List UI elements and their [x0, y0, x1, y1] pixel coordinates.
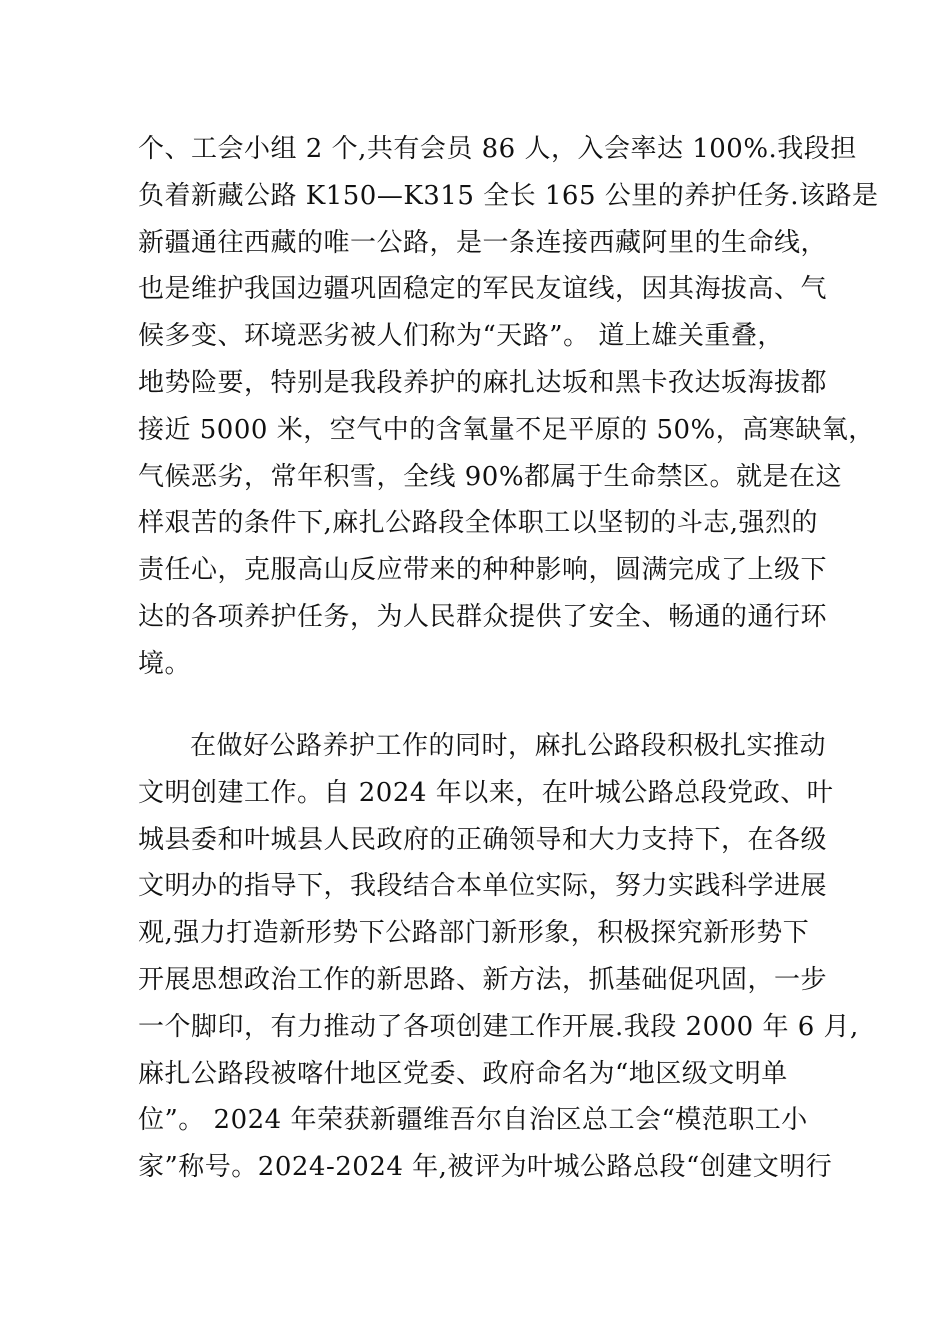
text-line: 地势险要，特别是我段养护的麻扎达坂和黑卡孜达坂海拔都 [138, 367, 828, 398]
text-line: 新疆通往西藏的唯一公路，是一条连接西藏阿里的生命线， [138, 227, 828, 258]
text-line: 样艰苦的条件下,麻扎公路段全体职工以坚韧的斗志,强烈的 [138, 508, 819, 539]
paragraph-1 [138, 126, 879, 688]
text-line: 文明办的指导下，我段结合本单位实际，努力实践科学进展 [138, 871, 828, 902]
text-line: 城县委和叶城县人民政府的正确领导和大力支持下，在各级 [138, 824, 828, 855]
text-line: 麻扎公路段被喀什地区党委、政府命名为“地区级文明单 [138, 1058, 788, 1089]
text-line: 个、工会小组 2 个,共有会员 86 人，入会率达 100%.我段担 [138, 134, 857, 164]
text-line: 开展思想政治工作的新思路、新方法，抓基础促巩固，一步 [138, 964, 828, 995]
text-line: 候多变、环境恶劣被人们称为“天路”。 道上雄关重叠， [138, 321, 784, 352]
text-line: 家”称号。2024-2024 年,被评为叶城公路总段“创建文明行 [138, 1152, 833, 1183]
text-line: 在做好公路养护工作的同时，麻扎公路段积极扎实推动 [190, 731, 827, 761]
text-line: 达的各项养护任务，为人民群众提供了安全、畅通的通行环 [138, 601, 828, 632]
text-line: 负着新藏公路 K150—K315 全长 165 公里的养护任务.该路是 [138, 180, 879, 211]
paragraph-2 [138, 723, 859, 1191]
text-line: 位”。 2024 年荣获新疆维吾尔自治区总工会“模范职工小 [138, 1105, 808, 1136]
text-line: 气候恶劣，常年积雪，全线 90%都属于生命禁区。就是在这 [138, 461, 843, 492]
text-line: 一个脚印，有力推动了各项创建工作开展.我段 2000 年 6 月, [138, 1011, 859, 1042]
text-line: 境。 [138, 648, 192, 679]
text-line: 文明创建工作。自 2024 年以来，在叶城公路总段党政、叶 [138, 777, 834, 808]
text-line: 接近 5000 米，空气中的含氧量不足平原的 50%，高寒缺氧， [138, 414, 875, 445]
text-line: 观,强力打造新形势下公路部门新形象，积极探究新形势下 [138, 918, 810, 949]
text-line: 责任心，克服高山反应带来的种种影响，圆满完成了上级下 [138, 555, 828, 586]
text-line: 也是维护我国边疆巩固稳定的军民友谊线，因其海拔高、气 [138, 274, 828, 305]
